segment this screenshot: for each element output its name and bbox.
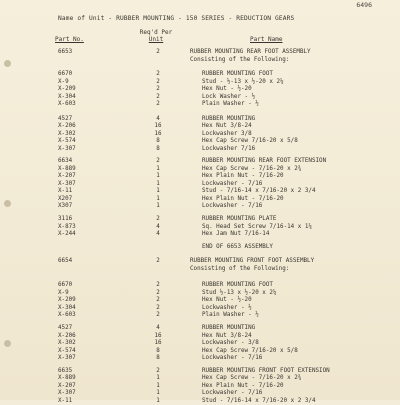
table-row (0, 79, 400, 87)
table-row (0, 297, 400, 305)
quantity: 2 (150, 290, 166, 298)
table-row (0, 383, 400, 391)
quantity: 4 (150, 325, 166, 333)
part-name: Consisting of the Following: (190, 266, 289, 274)
part-name: RUBBER MOUNTING PLATE (202, 216, 276, 224)
table-row (0, 340, 400, 348)
table-row (0, 224, 400, 232)
document-number: 6496 (356, 1, 372, 9)
part-name: Stud ½-13 x ½-20 x 2¼ (202, 290, 276, 298)
part-name: Lockwasher - 7/16 (202, 181, 262, 189)
table-row (0, 216, 400, 224)
table-row (0, 290, 400, 298)
part-number: 6653 (58, 49, 72, 57)
part-number: X-307 (58, 390, 76, 398)
part-number: X-889 (58, 375, 76, 383)
part-name: Hex Nut 3/8-24 (202, 333, 252, 341)
quantity: 2 (150, 94, 166, 102)
table-row (0, 188, 400, 196)
part-name: Hex Cap Screw - 7/16-20 x 2¾ (202, 375, 301, 383)
part-name: Hex Cap Screw - 7/16-20 x 2¾ (202, 166, 301, 174)
quantity: 16 (150, 340, 166, 348)
part-name: Consisting of the Following: (190, 57, 289, 65)
part-name: Lockwasher - 7/16 (202, 390, 262, 398)
part-number: X-207 (58, 383, 76, 391)
part-number: X-304 (58, 94, 76, 102)
part-name: Stud - 7/16-14 x 7/16-20 x 2 3/4 (202, 188, 316, 196)
table-row (0, 348, 400, 356)
part-number: X-603 (58, 312, 76, 320)
part-name: Plain Washer - ½ (202, 101, 259, 109)
table-row (0, 203, 400, 211)
part-name: Lockwasher 7/16 (202, 146, 255, 154)
quantity: 16 (150, 123, 166, 131)
table-row (0, 375, 400, 383)
quantity: 8 (150, 138, 166, 146)
table-row (0, 196, 400, 204)
quantity: 16 (150, 333, 166, 341)
table-row (0, 305, 400, 313)
quantity: 4 (150, 224, 166, 232)
table-row (0, 116, 400, 124)
part-name: Lockwasher - ½ (202, 305, 252, 313)
part-number: 4527 (58, 116, 72, 124)
quantity: 1 (150, 383, 166, 391)
part-name: RUBBER MOUNTING FRONT FOOT ASSEMBLY (190, 258, 314, 266)
part-name: RUBBER MOUNTING FRONT FOOT EXTENSION (202, 368, 330, 376)
part-name: RUBBER MOUNTING FOOT (202, 282, 273, 290)
quantity: 1 (150, 173, 166, 181)
table-row (0, 57, 400, 65)
part-name: Hex Plain Nut - 7/16-20 (202, 173, 284, 181)
part-name: Stud - ½-13 x ½-20 x 2¼ (202, 79, 284, 87)
quantity: 4 (150, 231, 166, 239)
part-number: X-603 (58, 101, 76, 109)
part-number: X-207 (58, 173, 76, 181)
quantity: 2 (150, 101, 166, 109)
part-name: RUBBER MOUNTING REAR FOOT EXTENSION (202, 158, 326, 166)
part-name: Hex Nut - ½-20 (202, 297, 252, 305)
part-name: Lock Washer - ½ (202, 94, 255, 102)
table-row (0, 166, 400, 174)
part-number: X-574 (58, 138, 76, 146)
part-number: X-304 (58, 305, 76, 313)
quantity: 2 (150, 216, 166, 224)
part-number: X-307 (58, 146, 76, 154)
part-name: Lockwasher - 7/16 (202, 355, 262, 363)
table-row (0, 131, 400, 139)
quantity: 1 (150, 375, 166, 383)
table-row (0, 398, 400, 405)
part-name: Hex Jam Nut 7/16-14 (202, 231, 269, 239)
table-row (0, 355, 400, 363)
quantity: 2 (150, 158, 166, 166)
part-name: Sq. Head Set Screw 7/16-14 x 1¼ (202, 224, 312, 232)
part-number: X-302 (58, 340, 76, 348)
part-number: 6634 (58, 158, 72, 166)
part-number: X-206 (58, 333, 76, 341)
part-name: Hex Plain Nut - 7/16-20 (202, 383, 284, 391)
part-name: Plain Washer - ½ (202, 312, 259, 320)
table-row (0, 231, 400, 239)
table-row (0, 138, 400, 146)
part-number: X-244 (58, 231, 76, 239)
table-row (0, 312, 400, 320)
quantity: 1 (150, 188, 166, 196)
quantity: 8 (150, 146, 166, 154)
part-number: X207 (58, 196, 72, 204)
part-number: 6670 (58, 71, 72, 79)
part-number: X-11 (58, 188, 72, 196)
quantity: 2 (150, 305, 166, 313)
table-row (0, 173, 400, 181)
part-name: Hex Nut 3/8-24 (202, 123, 252, 131)
quantity: 2 (150, 79, 166, 87)
part-number: X-11 (58, 398, 72, 405)
part-number: X-9 (58, 79, 69, 87)
part-name: Lockwasher 3/8 (202, 131, 252, 139)
quantity: 2 (150, 368, 166, 376)
quantity: 1 (150, 398, 166, 405)
part-number: X-206 (58, 123, 76, 131)
part-number: X307 (58, 203, 72, 211)
part-name: Hex Plain Nut - 7/16-20 (202, 196, 284, 204)
part-number: X-307 (58, 355, 76, 363)
table-row (0, 390, 400, 398)
quantity: 4 (150, 116, 166, 124)
part-number: 6654 (58, 258, 72, 266)
quantity: 1 (150, 203, 166, 211)
part-name: Hex Nut - ½-20 (202, 86, 252, 94)
part-number: X-873 (58, 224, 76, 232)
quantity: 2 (150, 258, 166, 266)
part-number: 4527 (58, 325, 72, 333)
part-name: Lockwasher - 3/8 (202, 340, 259, 348)
quantity: 2 (150, 312, 166, 320)
table-row (0, 368, 400, 376)
quantity: 16 (150, 131, 166, 139)
table-row (0, 258, 400, 266)
part-name: Hex Cap Screw 7/16-20 x 5/8 (202, 138, 298, 146)
quantity: 2 (150, 86, 166, 94)
part-name: Hex Cap Screw 7/16-20 x 5/8 (202, 348, 298, 356)
table-row (0, 49, 400, 57)
quantity: 2 (150, 297, 166, 305)
table-row (0, 282, 400, 290)
unit-name-line: Name of Unit - RUBBER MOUNTING - 150 SERIES - REDUCTION GEARS (58, 15, 294, 22)
quantity: 1 (150, 390, 166, 398)
quantity: 8 (150, 355, 166, 363)
table-row (0, 123, 400, 131)
table-row (0, 333, 400, 341)
table-row (0, 94, 400, 102)
part-name: Lockwasher - 7/16 (202, 203, 262, 211)
table-row (0, 158, 400, 166)
header-part-name: Part Name (250, 36, 283, 43)
quantity: 1 (150, 166, 166, 174)
part-name: RUBBER MOUNTING (202, 325, 255, 333)
table-row (0, 101, 400, 109)
part-number: X-574 (58, 348, 76, 356)
quantity: 2 (150, 49, 166, 57)
part-number: X-302 (58, 131, 76, 139)
table-row (0, 86, 400, 94)
part-number: 3116 (58, 216, 72, 224)
part-number: X-889 (58, 166, 76, 174)
quantity: 1 (150, 196, 166, 204)
table-row (0, 71, 400, 79)
part-name: Stud - 7/16-14 x 7/16-20 x 2 3/4 (202, 398, 316, 405)
part-number: 6635 (58, 368, 72, 376)
header-reqd-per-unit (126, 29, 186, 43)
quantity: 1 (150, 181, 166, 189)
part-number: X-209 (58, 86, 76, 94)
header-reqd-line2: Unit (126, 36, 186, 43)
part-number: 6670 (58, 282, 72, 290)
table-row (0, 146, 400, 154)
header-reqd-line1: Req'd Per (126, 29, 186, 36)
table-row (0, 181, 400, 189)
part-name: RUBBER MOUNTING REAR FOOT ASSEMBLY (190, 49, 311, 57)
table-row (0, 266, 400, 274)
part-name: RUBBER MOUNTING (202, 116, 255, 124)
quantity: 2 (150, 282, 166, 290)
header-part-no: Part No. (55, 36, 84, 43)
part-number: X-9 (58, 290, 69, 298)
part-name: RUBBER MOUNTING FOOT (202, 71, 273, 79)
quantity: 8 (150, 348, 166, 356)
table-row (0, 244, 400, 252)
quantity: 2 (150, 71, 166, 79)
table-row (0, 325, 400, 333)
part-number: X-209 (58, 297, 76, 305)
part-name: END OF 6653 ASSEMBLY (202, 244, 273, 252)
part-number: X-307 (58, 181, 76, 189)
